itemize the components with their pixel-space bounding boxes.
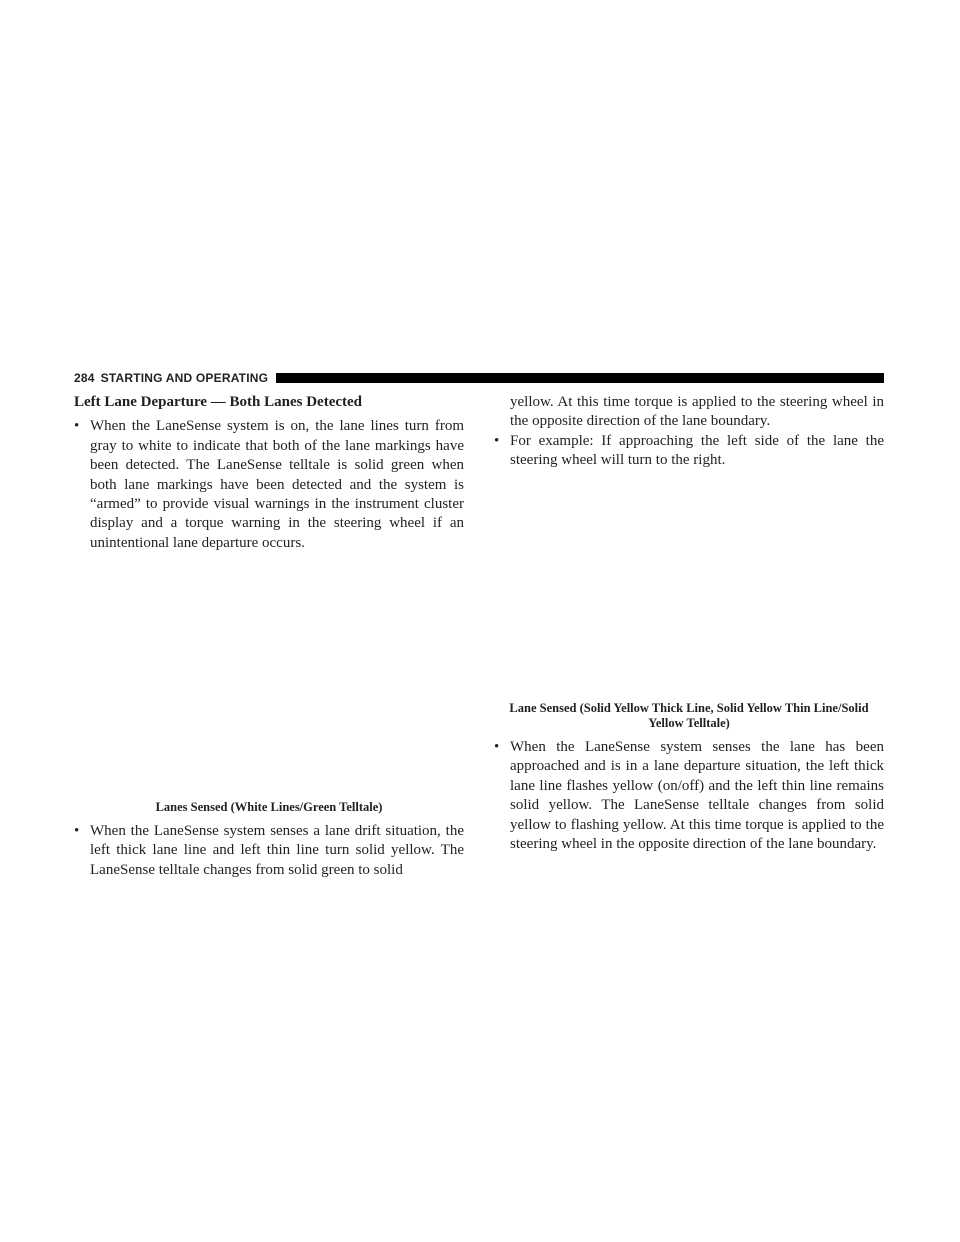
bullet-text: When the LaneSense system is on, the lane lines turn from gray to white to indicate that both of the lane markings have been detected. The LaneSense telltale is solid green when both lane markings have been detected and the system is “armed” to provide visual warnings in the instrument cluster display and a torque warning in the steering wheel if an unintentional lane departure occurs.: [90, 418, 464, 551]
bullet-text: When the LaneSense system senses a lane drift situation, the left thick lane line and left thin line turn solid yellow. The LaneSense telltale changes from solid green to solid: [90, 823, 464, 878]
page-number: 284: [74, 371, 95, 385]
bullet-paragraph: [494, 432, 884, 471]
figure-placeholder: [74, 575, 464, 795]
continued-text: yellow. At this time torque is applied to the steering wheel in the opposite direction of the lane boundary.: [510, 394, 884, 430]
bullet-paragraph: [494, 738, 884, 854]
figure-caption: Lane Sensed (Solid Yellow Thick Line, Solid Yellow Thin Line/Solid Yellow Telltale): [509, 701, 869, 730]
bullet-icon: •: [494, 739, 500, 755]
page-header: [74, 371, 884, 385]
figure-caption: Lanes Sensed (White Lines/Green Telltale): [155, 800, 383, 814]
bullet-icon: •: [74, 823, 80, 839]
left-column: [74, 393, 464, 553]
bullet-text: For example: If approaching the left side of the lane the steering wheel will turn to the right.: [510, 432, 884, 469]
right-column-lower: [494, 738, 884, 854]
left-column-lower: [74, 822, 464, 880]
bullet-text: When the LaneSense system senses the lane has been approached and is in a lane departure situation, the left thick lane line flashes yellow (on/off) and the left thin line remains solid yellow. The LaneSense telltale changes from solid yellow to flashing yellow. At this time torque is applied to the steering wheel in the opposite direction of the lane boundary.: [510, 739, 884, 853]
section-heading: Left Lane Departure — Both Lanes Detected: [74, 394, 363, 410]
bullet-icon: •: [74, 418, 80, 435]
bullet-paragraph: [74, 417, 464, 553]
right-column: [494, 393, 884, 471]
section-title: STARTING AND OPERATING: [100, 371, 269, 385]
header-rule: [276, 373, 884, 383]
bullet-paragraph: [74, 822, 464, 880]
bullet-icon: •: [494, 432, 500, 449]
figure-placeholder: [494, 480, 884, 695]
